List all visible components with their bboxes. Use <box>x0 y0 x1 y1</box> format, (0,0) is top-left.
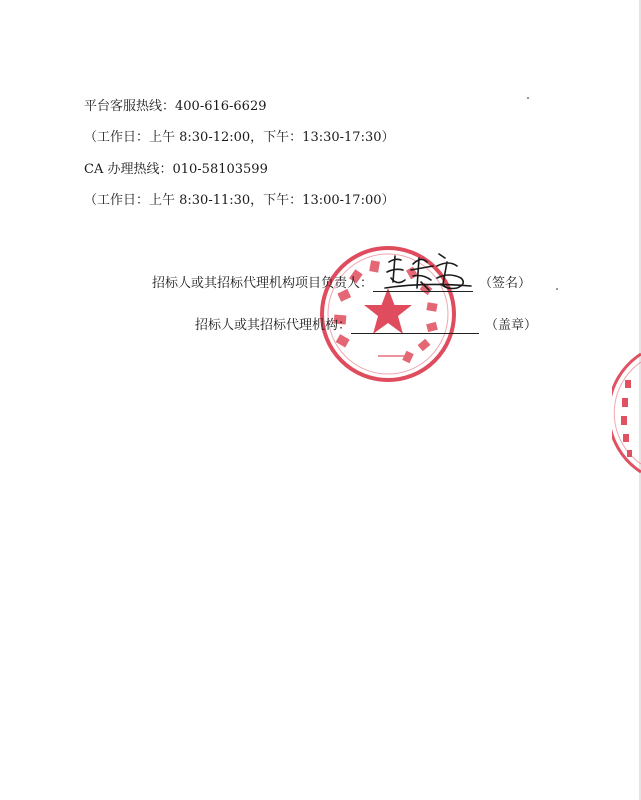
platform-hours: （工作日：上午 8:30-12:00，下午：13:30-17:30） <box>84 130 395 145</box>
seal-line <box>351 319 479 334</box>
platform-hotline: 平台客服热线：400-616-6629 <box>84 99 267 114</box>
signature-line <box>373 277 473 292</box>
agency-seal-row <box>195 318 537 334</box>
agency-label: 招标人或其招标代理机构： <box>195 318 352 333</box>
seal-note: （盖章） <box>485 318 538 333</box>
ca-hours: （工作日：上午 8:30-11:30，下午：13:00-17:00） <box>84 193 395 208</box>
speck-mark <box>527 97 529 99</box>
sign-note: （签名） <box>479 276 532 291</box>
project-leader-signature-row <box>152 276 531 292</box>
speck-mark <box>556 288 558 290</box>
ca-hotline: CA 办理热线：010-58103599 <box>84 162 268 177</box>
cross-page-seal-fragment <box>612 350 641 476</box>
project-leader-label: 招标人或其招标代理机构项目负责人： <box>152 276 374 291</box>
